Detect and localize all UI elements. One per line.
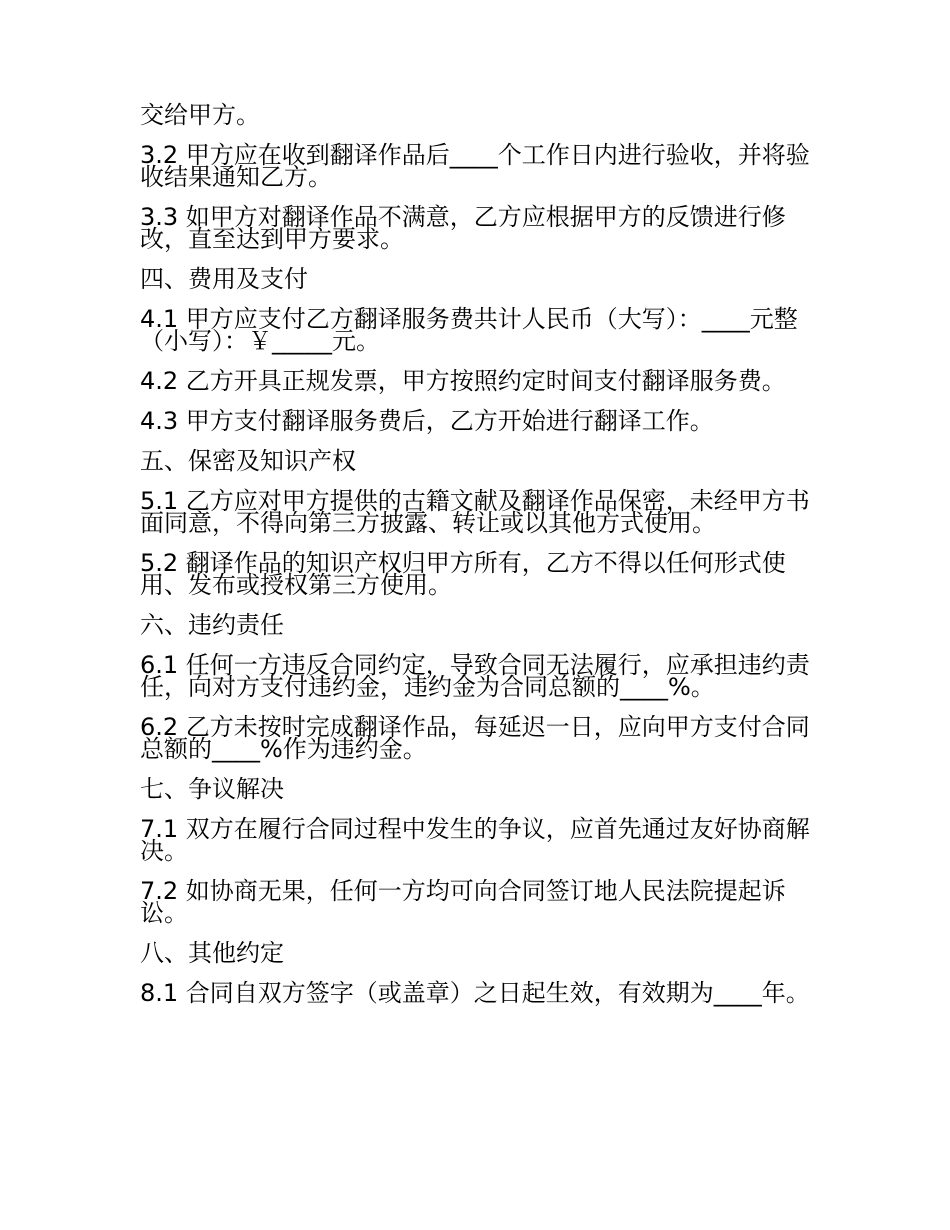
clause-7-1: 7.1 双方在履行合同过程中发生的争议，应首先通过友好协商解决。 bbox=[140, 815, 810, 865]
clause-6-2: 6.2 乙方未按时完成翻译作品，每延迟一日，应向甲方支付合同总额的____%作为违约金。 bbox=[140, 713, 810, 763]
clause-4-3: 4.3 甲方支付翻译服务费后，乙方开始进行翻译工作。 bbox=[140, 407, 714, 435]
clause-5-2: 5.2 翻译作品的知识产权归甲方所有，乙方不得以任何形式使用、发布或授权第三方使用。 bbox=[140, 549, 786, 599]
section-heading-fees: 四、费用及支付 bbox=[140, 265, 308, 293]
clause-6-1: 6.1 任何一方违反合同约定，导致合同无法履行，应承担违约责任，向对方支付违约金，违约金为合同总额的____%。 bbox=[140, 651, 810, 701]
clause-3-2: 3.2 甲方应在收到翻译作品后____个工作日内进行验收，并将验收结果通知乙方。 bbox=[140, 141, 810, 191]
clause-4-1: 4.1 甲方应支付乙方翻译服务费共计人民币（大写）：____元整（小写）：￥_____元。 bbox=[140, 305, 798, 355]
clause-7-2: 7.2 如协商无果，任何一方均可向合同签订地人民法院提起诉讼。 bbox=[140, 877, 786, 927]
section-heading-disputes: 七、争议解决 bbox=[140, 775, 284, 803]
document-page bbox=[140, 101, 810, 1022]
section-heading-other: 八、其他约定 bbox=[140, 939, 284, 967]
section-heading-confidentiality: 五、保密及知识产权 bbox=[140, 447, 356, 475]
clause-4-2: 4.2 乙方开具正规发票，甲方按照约定时间支付翻译服务费。 bbox=[140, 367, 786, 395]
clause-8-1: 8.1 合同自双方签字（或盖章）之日起生效，有效期为____年。 bbox=[140, 979, 810, 1007]
clause-5-1: 5.1 乙方应对甲方提供的古籍文献及翻译作品保密，未经甲方书面同意，不得向第三方披露、转让或以其他方式使用。 bbox=[140, 487, 810, 537]
paragraph-3-1-end: 交给甲方。 bbox=[140, 101, 260, 129]
section-heading-liability: 六、违约责任 bbox=[140, 611, 284, 639]
clause-3-3: 3.3 如甲方对翻译作品不满意，乙方应根据甲方的反馈进行修改，直至达到甲方要求。 bbox=[140, 203, 786, 253]
